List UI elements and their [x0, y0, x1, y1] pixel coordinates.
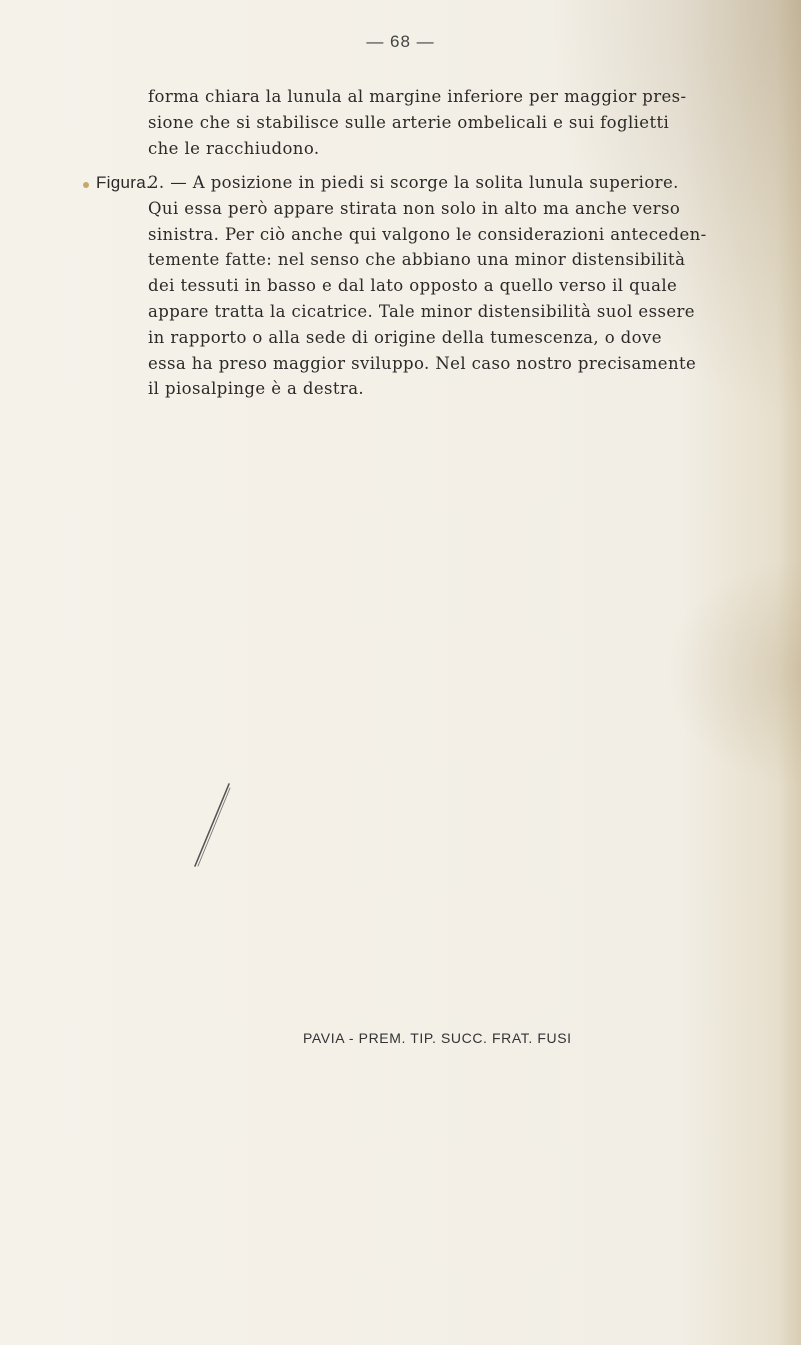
text-line: forma chiara la lunula al margine inferiore per maggior pres- — [148, 87, 687, 106]
text-line: Qui essa però appare stirata non solo in alto ma anche verso — [148, 198, 681, 218]
figure-label: Figura. — [96, 173, 152, 192]
text-line: dei tessuti in basso e dal lato opposto a quello verso il quale — [148, 276, 678, 296]
ink-dot-icon — [83, 182, 89, 188]
page-number: — 68 — — [366, 32, 435, 51]
text-line: che le racchiudono. — [148, 138, 320, 158]
paragraph-continuation — [148, 84, 773, 161]
paragraph-figure-2 — [148, 170, 773, 402]
text-line: il piosalpinge è a destra. — [148, 379, 365, 399]
text-line: temente fatte: nel senso che abbiano una minor distensibilità — [148, 250, 686, 270]
text-line: 2. — A posizione in piedi si scorge la solita lunula superiore. — [148, 173, 679, 192]
printer-imprint: PAVIA - PREM. TIP. SUCC. FRAT. FUSI — [303, 1030, 572, 1046]
text-line: sione che si stabilisce sulle arterie ombelicali e sui foglietti — [148, 112, 670, 132]
text-line: in rapporto o alla sede di origine della tumescenza, o dove — [148, 327, 662, 347]
text-line: essa ha preso maggior sviluppo. Nel caso nostro precisamente — [148, 353, 697, 373]
text-line: appare tratta la cicatrice. Tale minor distensibilità suol essere — [148, 301, 695, 321]
text-line: sinistra. Per ciò anche qui valgono le considerazioni anteceden- — [148, 224, 707, 244]
pencil-slash-icon — [192, 780, 232, 870]
